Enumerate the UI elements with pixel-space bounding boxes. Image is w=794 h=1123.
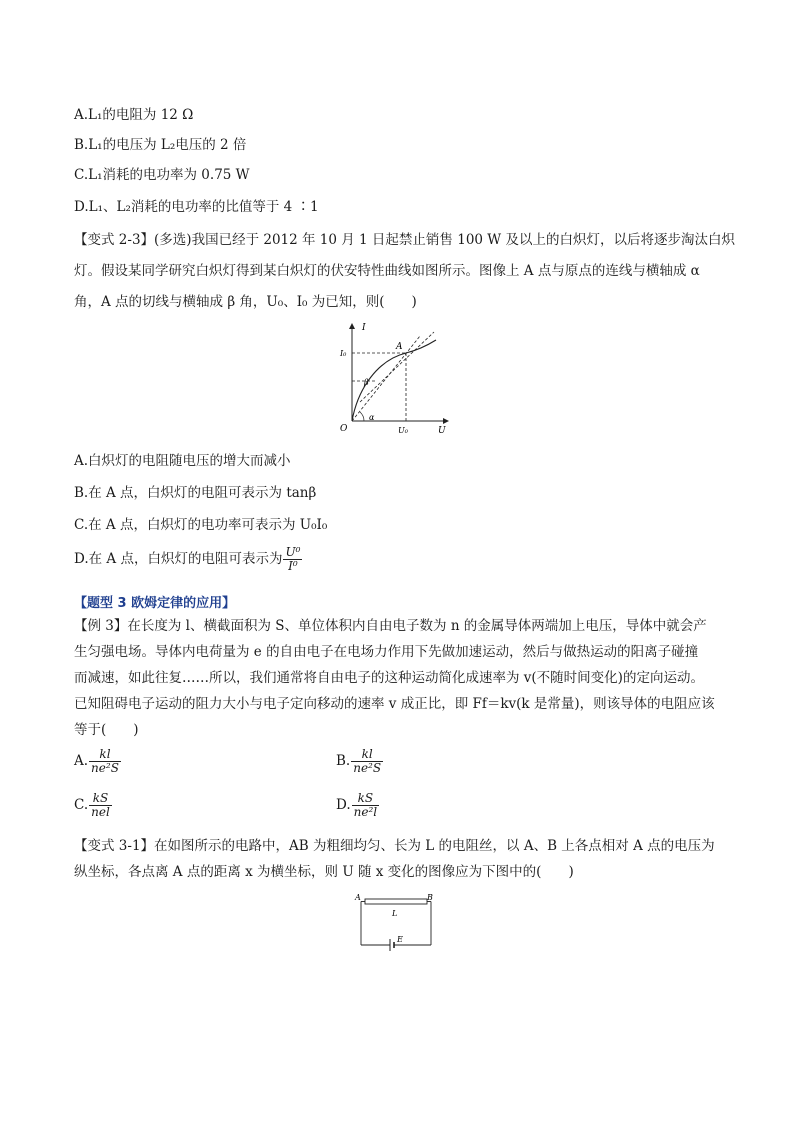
- u0-label: U₀: [398, 426, 408, 435]
- example-3-line-5: 等于( ): [74, 722, 139, 738]
- example-3-option-c: [74, 792, 112, 819]
- option-fraction: [89, 748, 121, 775]
- circuit-diagram: [352, 890, 438, 952]
- origin-to-a-line: [352, 336, 420, 421]
- q2-option-d: D.L₁、L₂消耗的电功率的比值等于 4 ∶1: [74, 199, 319, 215]
- alpha-arc: [360, 412, 364, 421]
- x-axis-label: U: [438, 426, 446, 436]
- numerator: kS: [352, 792, 379, 806]
- variant-2-3-line-1: 【变式 2-3】(多选)我国已经于 2012 年 10 月 1 日起禁止销售 100 W 及以上的白炽灯，以后将逐步淘汰白炽: [74, 232, 735, 248]
- variant-2-3-line-3: 角，A 点的切线与横轴成 β 角，U₀、I₀ 为已知，则( ): [74, 294, 417, 310]
- example-3-option-b: [336, 748, 383, 775]
- numerator: kl: [351, 748, 383, 762]
- option-label: A.: [74, 753, 89, 769]
- denominator: ne²S: [353, 761, 382, 775]
- terminal-a-label: A: [355, 893, 361, 902]
- variant-2-3-line-2: 灯。假设某同学研究白炽灯得到某白炽灯的伏安特性曲线如图所示。图像上 A 点与原点的连线与横轴成 α: [74, 263, 700, 279]
- option-fraction: [351, 748, 383, 775]
- option-label: D.: [336, 797, 351, 813]
- q2-option-b: B.L₁的电压为 L₂电压的 2 倍: [74, 137, 247, 153]
- length-label: L: [392, 909, 398, 918]
- beta-label: β: [364, 378, 369, 387]
- y-axis-label: I: [362, 323, 366, 333]
- option-label: B.: [336, 753, 351, 769]
- variant-3-1-line-2: 纵坐标，各点离 A 点的距离 x 为横坐标，则 U 随 x 变化的图像应为下图中的( ): [74, 864, 574, 880]
- numerator: kl: [89, 748, 121, 762]
- denominator: nel: [91, 805, 110, 819]
- iu-characteristic-graph: [338, 318, 458, 443]
- denominator: ne²S: [91, 761, 119, 775]
- option-d-fraction: [283, 546, 302, 573]
- option-label: C.: [74, 797, 89, 813]
- option-d-text: D.在 A 点，白炽灯的电阻可表示为: [74, 551, 283, 567]
- topic-3-heading: 【题型 3 欧姆定律的应用】: [74, 596, 236, 611]
- example-3-line-4: 已知阻碍电子运动的阻力大小与电子定向移动的速率 v 成正比，即 Ff＝kv(k 是常量)，则该导体的电阻应该: [74, 696, 715, 712]
- option-d-denominator: I⁰: [288, 559, 298, 573]
- variant-2-3-option-b: B.在 A 点，白炽灯的电阻可表示为 tanβ: [74, 485, 317, 501]
- variant-2-3-option-d: [74, 546, 302, 573]
- example-3-line-3: 而减速，如此往复……所以，我们通常将自由电子的这种运动简化成速率为 v(不随时间变化)的定向运动。: [74, 670, 704, 686]
- q2-option-a: A.L₁的电阻为 12 Ω: [74, 107, 194, 123]
- alpha-label: α: [369, 413, 375, 422]
- option-fraction: [352, 792, 379, 819]
- variant-2-3-option-a: A.白炽灯的电阻随电压的增大而减小: [74, 453, 291, 469]
- resistance-wire-ab: [365, 899, 427, 904]
- numerator: kS: [89, 792, 112, 806]
- denominator: ne²l: [353, 805, 378, 819]
- example-3-line-2: 生匀强电场。导体内电荷量为 e 的自由电子在电场力作用下先做加速运动，然后与做热运动的阳离子碰撞: [74, 644, 699, 660]
- example-3-option-d: [336, 792, 379, 819]
- emf-label: E: [397, 935, 403, 944]
- origin-label: O: [340, 424, 348, 434]
- q2-option-c: C.L₁消耗的电功率为 0.75 W: [74, 167, 250, 183]
- i0-label: I₀: [340, 349, 347, 358]
- example-3-option-a: [74, 748, 121, 775]
- option-fraction: [89, 792, 112, 819]
- terminal-b-label: B: [427, 893, 433, 902]
- example-3-line-1: 【例 3】在长度为 l、横截面积为 S、单位体积内自由电子数为 n 的金属导体两端加上电压，导体中就会产: [74, 618, 707, 634]
- option-d-numerator: U⁰: [285, 545, 301, 559]
- variant-2-3-option-c: C.在 A 点，白炽灯的电功率可表示为 U₀I₀: [74, 517, 328, 533]
- point-a-label: A: [396, 342, 403, 352]
- variant-3-1-line-1: 【变式 3-1】在如图所示的电路中，AB 为粗细均匀、长为 L 的电阻丝，以 A、B 上各点相对 A 点的电压为: [74, 838, 715, 854]
